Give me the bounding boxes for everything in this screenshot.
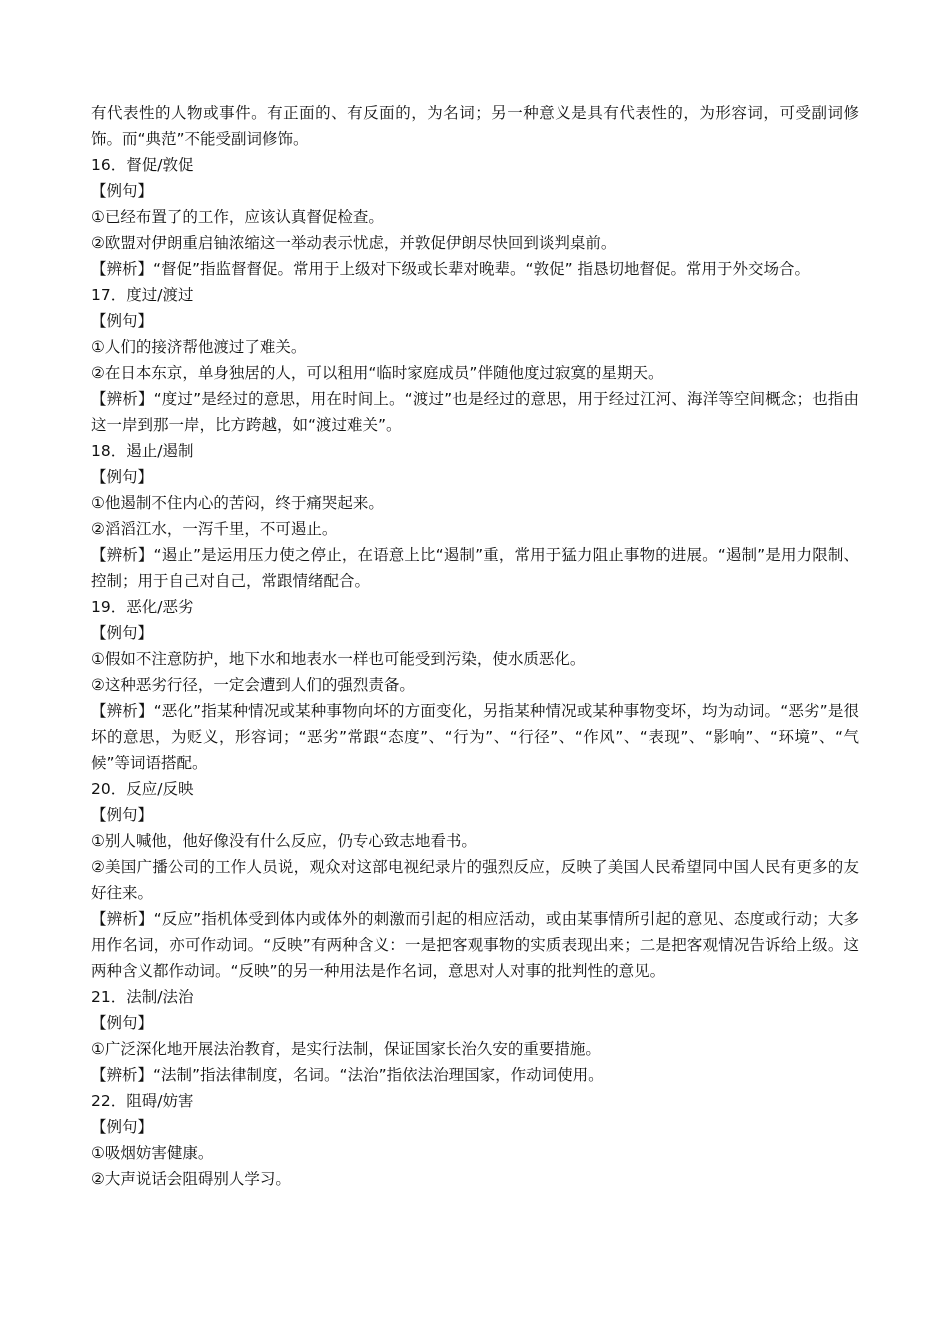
entry-19 (91, 594, 859, 776)
analysis-paragraph: 【辨析】“督促”指监督督促。常用于上级对下级或长辈对晚辈。“敦促” 指恳切地督促。常用于外交场合。 (91, 260, 811, 278)
example-sentence: ①别人喊他，他好像没有什么反应，仍专心致志地看书。 (91, 832, 477, 850)
analysis-paragraph: 【辨析】“度过”是经过的意思，用在时间上。“渡过”也是经过的意思，用于经过江河、海洋等空间概念；也指由这一岸到那一岸，比方跨越，如“渡过难关”。 (91, 390, 859, 434)
example-tag: 【例句】 (91, 468, 154, 486)
example-sentence: ①假如不注意防护，地下水和地表水一样也可能受到污染，使水质恶化。 (91, 650, 586, 668)
example-tag: 【例句】 (91, 182, 154, 200)
example-sentence: ①吸烟妨害健康。 (91, 1144, 214, 1162)
example-sentence: ①人们的接济帮他渡过了难关。 (91, 338, 307, 356)
example-sentence: ①已经布置了的工作，应该认真督促检查。 (91, 208, 384, 226)
example-tag: 【例句】 (91, 1118, 154, 1136)
entry-21 (91, 984, 859, 1088)
example-tag: 【例句】 (91, 1014, 154, 1032)
entry-20 (91, 776, 859, 984)
example-tag: 【例句】 (91, 806, 154, 824)
entry-title: 17．度过/渡过 (91, 286, 194, 304)
example-sentence: ②大声说话会阻碍别人学习。 (91, 1170, 291, 1188)
analysis-paragraph: 【辨析】“遏止”是运用压力使之停止，在语意上比“遏制”重，常用于猛力阻止事物的进展。“遏制”是用力限制、控制；用于自己对自己，常跟情绪配合。 (91, 546, 859, 590)
entry-16 (91, 152, 859, 282)
entry-title: 20．反应/反映 (91, 780, 194, 798)
intro-paragraph: 有代表性的人物或事件。有正面的、有反面的，为名词；另一种意义是具有代表性的，为形容词，可受副词修饰。而“典范”不能受副词修饰。 (91, 104, 859, 148)
example-sentence: ①广泛深化地开展法治教育，是实行法制，保证国家长治久安的重要措施。 (91, 1040, 601, 1058)
example-tag: 【例句】 (91, 624, 154, 642)
entry-title: 19．恶化/恶劣 (91, 598, 194, 616)
example-sentence: ②在日本东京，单身独居的人，可以租用“临时家庭成员”伴随他度过寂寞的星期天。 (91, 364, 664, 382)
analysis-paragraph: 【辨析】“反应”指机体受到体内或体外的刺激而引起的相应活动，或由某事情所引起的意见、态度或行动；大多用作名词，亦可作动词。“反映”有两种含义：一是把客观事物的实质表现出来；二是把客观情况告诉给上级。这两种含义都作动词。“反映”的另一种用法是作名词，意思对人对事的批判性的意见。 (91, 910, 859, 980)
analysis-paragraph: 【辨析】“恶化”指某种情况或某种事物向坏的方面变化，另指某种情况或某种事物变坏，均为动词。“恶劣”是很坏的意思，为贬义，形容词；“恶劣”常跟“态度”、“行为”、“行径”、“作风”、“表现”、“影响”、“环境”、“气候”等词语搭配。 (91, 702, 859, 772)
entry-title: 18．遏止/遏制 (91, 442, 194, 460)
example-sentence: ②滔滔江水，一泻千里，不可遏止。 (91, 520, 338, 538)
example-sentence: ①他遏制不住内心的苦闷，终于痛哭起来。 (91, 494, 384, 512)
entry-18 (91, 438, 859, 594)
entry-title: 21．法制/法治 (91, 988, 194, 1006)
example-tag: 【例句】 (91, 312, 154, 330)
entry-17 (91, 282, 859, 438)
entry-22 (91, 1088, 859, 1192)
example-sentence: ②欧盟对伊朗重启铀浓缩这一举动表示忧虑，并敦促伊朗尽快回到谈判桌前。 (91, 234, 617, 252)
analysis-paragraph: 【辨析】“法制”指法律制度，名词。“法治”指依法治理国家，作动词使用。 (91, 1066, 604, 1084)
document-page (91, 100, 859, 1192)
entry-title: 22．阻碍/妨害 (91, 1092, 194, 1110)
example-sentence: ②美国广播公司的工作人员说，观众对这部电视纪录片的强烈反应，反映了美国人民希望同中国人民有更多的友好往来。 (91, 858, 859, 902)
entry-title: 16．督促/敦促 (91, 156, 194, 174)
example-sentence: ②这种恶劣行径，一定会遭到人们的强烈责备。 (91, 676, 415, 694)
